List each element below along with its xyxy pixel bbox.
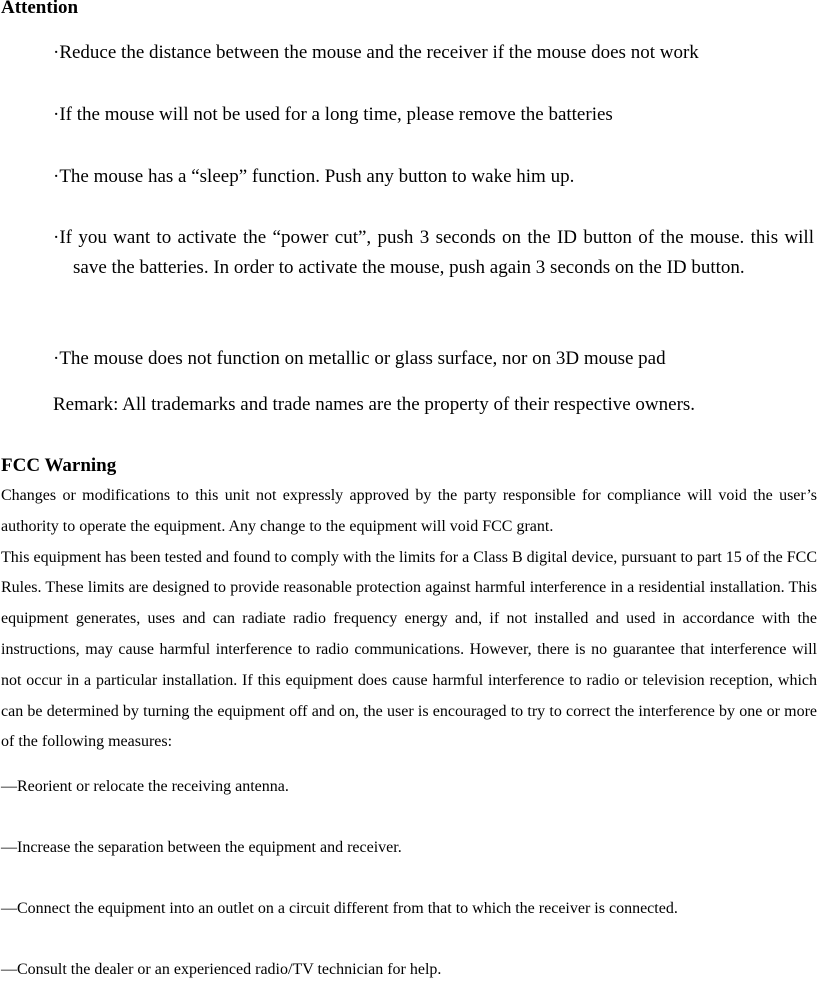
attention-bullet-power-cut: ·If you want to activate the “power cut”, push 3 seconds on the ID button of the mouse. this will save the batteries. In order to activate the mouse, push again 3 seconds on the ID button. bbox=[53, 227, 814, 278]
attention-bullet-surface: ·The mouse does not function on metallic or glass surface, nor on 3D mouse pad bbox=[53, 348, 666, 369]
attention-heading: Attention bbox=[1, 0, 79, 18]
fcc-measure-reorient: —Reorient or relocate the receiving antenna. bbox=[1, 778, 289, 795]
attention-bullet-batteries: ·If the mouse will not be used for a long time, please remove the batteries bbox=[53, 104, 613, 125]
fcc-body bbox=[1, 481, 817, 758]
fcc-paragraph-class-b: This equipment has been tested and found to comply with the limits for a Class B digital device, pursuant to part 15 of the FCC Rules. These limits are designed to provide reasonable protection against harmful interference in a residential installation. This equipment generates, uses and can radiate radio frequency energy and, if not installed and used in accordance with the instructions, may cause harmful interference to radio communications. However, there is no guarantee that interference will not occur in a particular installation. If this equipment does cause harmful interference to radio or television reception, which can be determined by turning the equipment off and on, the user is encouraged to try to correct the interference by one or more of the following measures: bbox=[1, 548, 817, 751]
attention-bullet-distance: ·Reduce the distance between the mouse and the receiver if the mouse does not work bbox=[53, 42, 699, 63]
fcc-measure-consult: —Consult the dealer or an experienced radio/TV technician for help. bbox=[1, 961, 442, 978]
fcc-heading: FCC Warning bbox=[1, 455, 117, 476]
fcc-paragraph-modifications: Changes or modifications to this unit not expressly approved by the party responsible for compliance will void the user’s authority to operate the equipment. Any change to the equipment will void FCC grant. bbox=[1, 487, 817, 535]
fcc-measure-outlet: —Connect the equipment into an outlet on a circuit different from that to which the receiver is connected. bbox=[1, 900, 678, 917]
attention-bullet-sleep: ·The mouse has a “sleep” function. Push any button to wake him up. bbox=[53, 166, 575, 187]
fcc-measure-separation: —Increase the separation between the equipment and receiver. bbox=[1, 839, 402, 856]
attention-remark: Remark: All trademarks and trade names are the property of their respective owners. bbox=[53, 394, 696, 415]
